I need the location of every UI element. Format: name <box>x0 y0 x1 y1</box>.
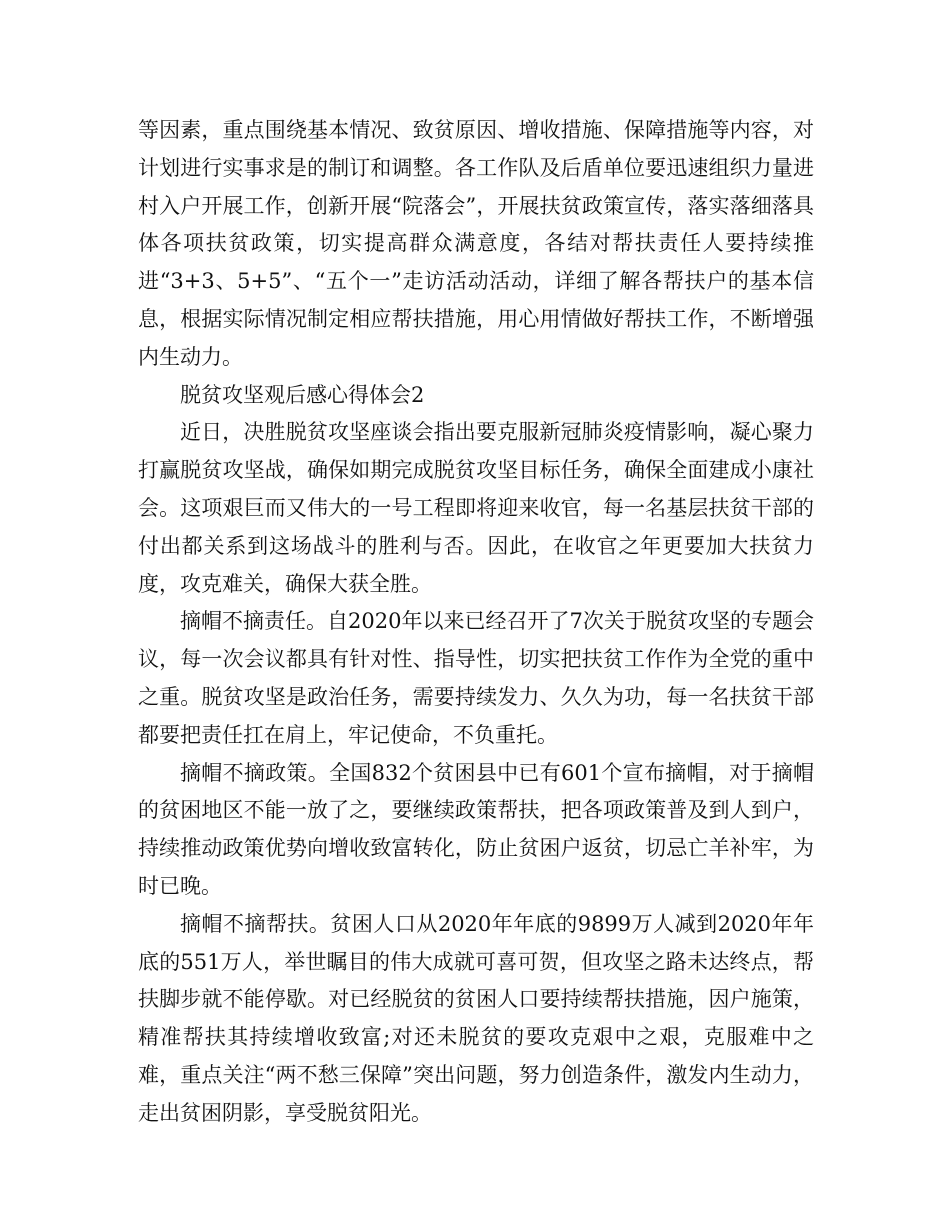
paragraph-2: 摘帽不摘责任。自2020年以来已经召开了7次关于脱贫攻坚的专题会议，每一次会议都具有针对性、指导性，切实把扶贫工作作为全党的重中之重。脱贫攻坚是政治任务，需要持续发力、久久为功，每一名扶贫干部都要把责任扛在肩上，牢记使命，不负重托。 <box>138 609 814 747</box>
paragraph-3: 摘帽不摘政策。全国832个贫困县中已有601个宣布摘帽，对于摘帽的贫困地区不能一放了之，要继续政策帮扶，把各项政策普及到人到户，持续推动政策优势向增收致富转化，防止贫困户返贫，切忌亡羊补牢，为时已晚。 <box>138 760 814 898</box>
section-title: 脱贫攻坚观后感心得体会2 <box>180 382 425 407</box>
intro-paragraph: 等因素，重点围绕基本情况、致贫原因、增收措施、保障措施等内容，对计划进行实事求是的制订和调整。各工作队及后盾单位要迅速组织力量进村入户开展工作，创新开展“院落会”，开展扶贫政策宣传，落实落细落具体各项扶贫政策，切实提高群众满意度，各结对帮扶责任人要持续推进“3+3、5+5”、“五个一”走访活动活动，详细了解各帮扶户的基本信息，根据实际情况制定相应帮扶措施，用心用情做好帮扶工作，不断增强内生动力。 <box>138 118 814 369</box>
paragraph-4: 摘帽不摘帮扶。贫困人口从2020年年底的9899万人减到2020年年底的551万人，举世瞩目的伟大成就可喜可贺，但攻坚之路未达终点，帮扶脚步就不能停歇。对已经脱贫的贫困人口要持续帮扶措施，因户施策，精准帮扶其持续增收致富;对还未脱贫的要攻克艰中之艰，克服难中之难，重点关注“两不愁三保障”突出问题，努力创造条件，激发内生动力，走出贫困阴影，享受脱贫阳光。 <box>138 911 814 1125</box>
document-body <box>138 112 814 1133</box>
paragraph-1: 近日，决胜脱贫攻坚座谈会指出要克服新冠肺炎疫情影响，凝心聚力打赢脱贫攻坚战，确保如期完成脱贫攻坚目标任务，确保全面建成小康社会。这项艰巨而又伟大的一号工程即将迎来收官，每一名基层扶贫干部的付出都关系到这场战斗的胜利与否。因此，在收官之年更要加大扶贫力度，攻克难关，确保大获全胜。 <box>138 420 814 596</box>
